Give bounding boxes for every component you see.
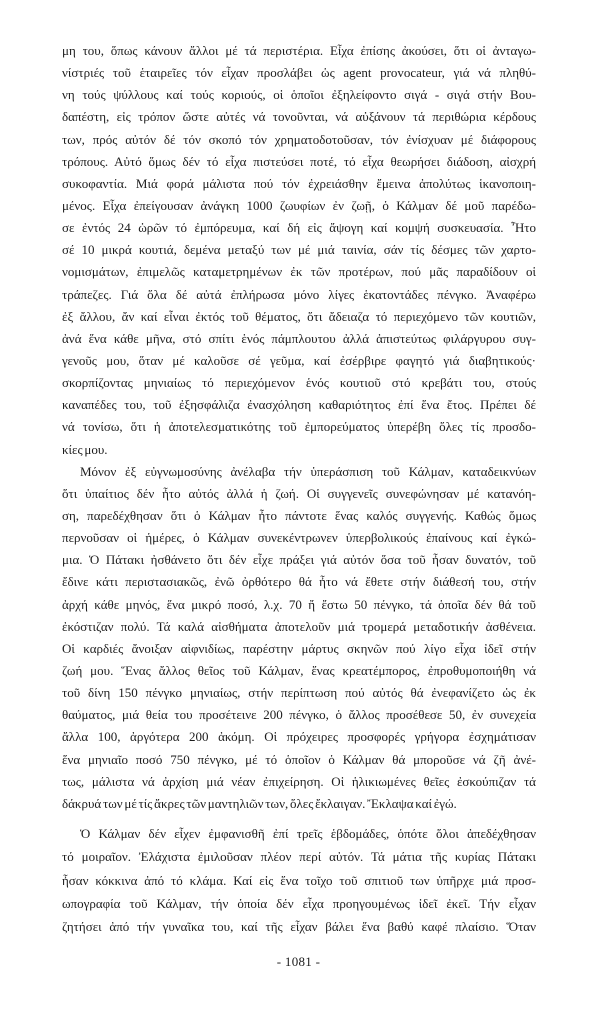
text-line: δαπέστη, εἰς τρόπον ὥστε αὐτές νά τονοῦνται, νά αὐξάνουν τά περιθώρια κέρδους	[62, 109, 536, 125]
page-number: - 1081 -	[276, 954, 321, 969]
text-line: σε ἐντός 24 ὡρῶν τό ἐμπόρευμα, καί δή εἰς ἄψογη καί κομψή συσκευασία. Ἦτο	[62, 220, 536, 236]
text-line: συκοφαντία. Μιά φορά μάλιστα πού τόν ἐχρειάσθην ἔμεινα ἀπολύτως ἱκανοποιη-	[62, 175, 536, 191]
text-line: νη τούς ψύλλους καί τούς κοριούς, οἱ ὁποῖοι ἐξηλείφοντο σιγά - σιγά στήν Βου-	[62, 87, 536, 103]
text-line: μια. Ὁ Πάτακι ἠσθάνετο ὅτι δέν εἶχε πράξει γιά αὐτόν ὅσα τοῦ ἦσαν δυνατόν, τοῦ	[62, 552, 536, 568]
text-line: των, πρός αὐτόν δέ τόν σκοπό τόν χρηματοδοτοῦσαν, τόν ἐνίσχυαν μέ διάφορους	[62, 131, 536, 147]
text-line: ση, παρεδέχθησαν ὅτι ὁ Κάλμαν ἦτο πάντοτε ἕνας καλός συγγενής. Καθώς ὅμως	[62, 507, 536, 523]
text-line: ωπογραφία τοῦ Κάλμαν, τήν ὁποία δέν εἶχα προηγουμένως ἰδεῖ ἐκεῖ. Τήν εἶχαν	[62, 896, 536, 912]
text-line: καναπέδες του, τοῦ ἐξησφάλιζα ἐνασχόληση καθαριότητος ἐπί ἕνα ἔτος. Πρέπει δέ	[62, 397, 536, 413]
body-text	[62, 40, 536, 939]
text-line: τως, μάλιστα νά ἀρχίση μιά νέαν ἐπιχείρηση. Οἱ ἡλικιωμένες θεῖες ἐσκούπιζαν τά	[62, 773, 536, 789]
text-line: σέ 10 μικρά κουτιά, δεμένα μεταξύ των μέ μιά ταινία, σάν τίς δέσμες τῶν χαρτο-	[62, 242, 536, 258]
text-line: ἔδινε κάτι περιστασιακῶς, ἐνῶ ὀρθότερο θά ἦτο νά ἔθετε στήν διάθεσή του, στήν	[62, 574, 536, 590]
text-line: Μόνον ἐξ εὐγνωμοσύνης ἀνέλαβα τήν ὑπεράσπιση τοῦ Κάλμαν, καταδεικνύων	[80, 463, 536, 479]
text-line: νίστριές τοῦ ἑταιρεῖες τόν εἶχαν προσλάβει ὡς agent provocateur, γιά νά πληθύ-	[62, 65, 536, 81]
text-line: ἐκόστιζαν πολύ. Τά καλά αἰσθήματα ἀποτελοῦν μιά τρομερά μεταδοτικήν ἀσθένεια.	[62, 618, 536, 634]
text-line: ἀρχή κάθε μηνός, ἕνα μικρό ποσό, λ.χ. 70 ἤ ἔστω 50 πένγκο, τά ὁποῖα δέν θά τοῦ	[62, 596, 536, 612]
text-line: σκορπίζοντας μηνιαίως τό περιεχόμενον ἑνός κουτιοῦ στό κρεβάτι του, στούς	[62, 375, 536, 391]
text-line: Οἱ καρδιές ἄνοιξαν αἰφνιδίως, παρέστην μάρτυς σκηνῶν πού λίγο εἶχα ἰδεῖ στήν	[62, 640, 536, 656]
text-line: γενοῦς μου, ὅταν μέ καλοῦσε σέ γεῦμα, καί ἐσέρβιρε φαγητό γιά διαβητικούς·	[62, 352, 536, 368]
text-line: νομισμάτων, ἐπιμελῶς καταμετρημένων ἐκ τῶν προτέρων, πού μᾶς παραδίδουν οἱ	[62, 264, 536, 280]
text-line: θαύματος, μιά θεία του προσέτεινε 200 πένγκο, ὁ ἄλλος προσέθεσε 50, ἐν συνεχεία	[62, 707, 536, 723]
text-line: τρόπους. Αὐτό ὅμως δέν τό εἶχα πιστεύσει ποτέ, τό εἶχα θεωρήσει διάδοση, αἰσχρή	[62, 153, 536, 169]
text-line: ζητήσει ἀπό τήν γυναῖκα του, καί τῆς εἶχαν βάλει ἕνα βαθύ καφέ πλαίσιο. Ὅταν	[62, 919, 536, 935]
text-line: ἦσαν κόκκινα ἀπό τό κλάμα. Καί εἰς ἕνα τοῖχο τοῦ σπιτιοῦ των ὑπῆρχε μιά προσ-	[62, 872, 536, 888]
text-line: δάκρυά των μέ τίς ἄκρες τῶν μαντηλιῶν των, ὅλες ἔκλαιγαν. Ἔκλαψα καί ἐγώ.	[62, 795, 457, 811]
text-line: νά τονίσω, ὅτι ἡ ἀποτελεσματικότης τοῦ ἐμπορεύματος ὑπερέβη ὅλες τίς προσδο-	[62, 419, 536, 435]
text-line: ἕνα μηνιαῖο ποσό 750 πένγκο, μέ τό ὁποῖον ὁ Κάλμαν θά μποροῦσε νά ζῆ ἀνέ-	[62, 751, 536, 767]
text-line: ἐξ ἄλλου, ἄν καί εἶναι ἐκτός τοῦ θέματος, ὅτι ἄδειαζα τό περιεχόμενο τῶν κουτιῶν,	[62, 308, 536, 324]
text-line: μη του, ὅπως κάνουν ἄλλοι μέ τά περιστέρια. Εἶχα ἐπίσης ἀκούσει, ὅτι οἱ ἀνταγω-	[62, 43, 536, 58]
text-line: ζωή μου. Ἕνας ἄλλος θεῖος τοῦ Κάλμαν, ἕνας κρεατέμπορος, ἐπροθυμοποιήθη νά	[62, 662, 536, 678]
text-line: περνοῦσαν οἱ ἡμέρες, ὁ Κάλμαν συνεκέντρωνεν ὑπερβολικούς ἐπαίνους καί ἐγκώ-	[62, 530, 536, 546]
text-line: ἀνά ἕνα κάθε μῆνα, στό σπίτι ἑνός πάμπλουτου ἀλλά ἀπιστεύτως φιλάργυρου συγ-	[62, 330, 536, 346]
text-line: Ὁ Κάλμαν δέν εἶχεν ἐμφανισθῆ ἐπί τρεῖς ἑβδομάδες, ὁπότε ὅλοι ἀπεδέχθησαν	[80, 825, 536, 841]
text-line: τοῦ δίνη 150 πένγκο μηνιαίως, στήν περίπτωση πού αὐτός θά ἐνεφανίζετο ὡς ἐκ	[62, 685, 536, 701]
paragraph	[62, 822, 536, 939]
text-line: τό μοιραῖον. Ἐλάχιστα ἐμιλοῦσαν πλέον περί αὐτόν. Τά μάτια τῆς κυρίας Πάτακι	[62, 849, 536, 865]
paragraph	[62, 461, 536, 815]
text-line: ὅτι ὑπαίτιος δέν ἦτο αὐτός ἀλλά ἡ ζωή. Οἱ συγγενεῖς συνεφώνησαν μέ κατανόη-	[62, 485, 536, 501]
text-line: τράπεζες. Γιά ὅλα δέ αὐτά ἐπλήρωσα μόνο λίγες ἑκατοντάδες πένγκο. Ἀναφέρω	[62, 286, 536, 302]
paragraph	[62, 40, 536, 461]
text-line: ἄλλα 100, ἀργότερα 200 ἀκόμη. Οἱ πρόχειρες προσφορές γρήγορα ἐσχημάτισαν	[62, 729, 536, 745]
text-line: μένος. Εἶχα ἐπείγουσαν ἀνάγκη 1000 ζωυφίων ἐν ζωῇ, ὁ Κάλμαν δέ μοῦ παρέδω-	[62, 197, 536, 213]
text-line: κίες μου.	[62, 441, 108, 457]
